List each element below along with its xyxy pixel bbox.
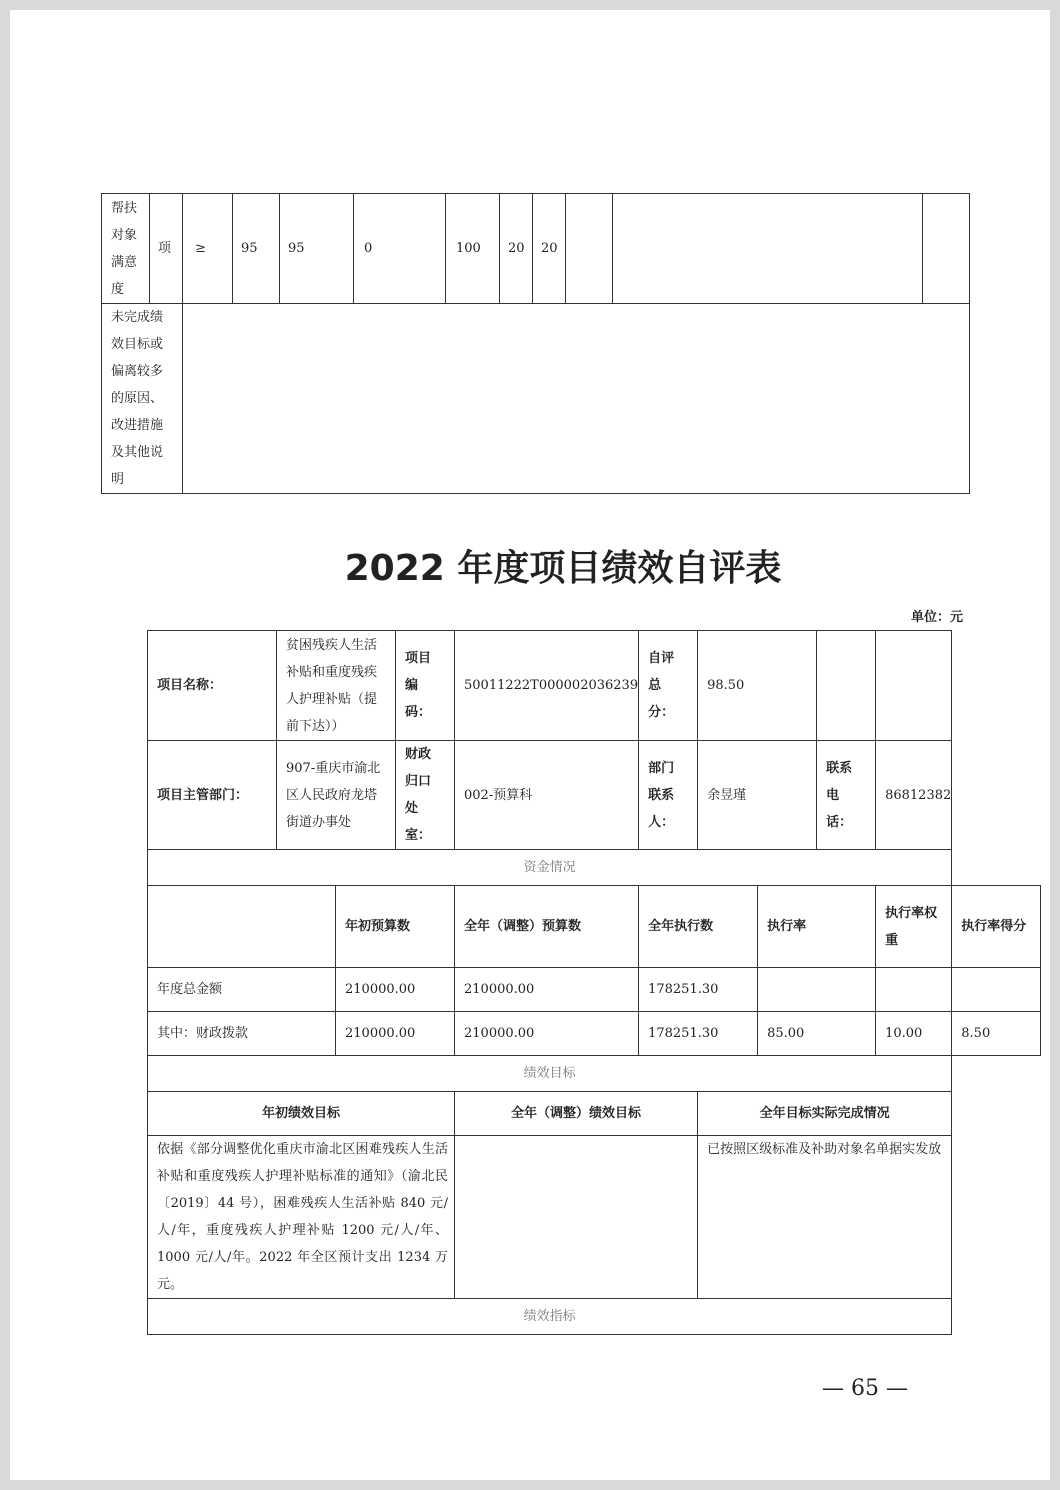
contact-label: 部门联系人： [639, 741, 698, 850]
indicators-section-header: 绩效指标 [148, 1299, 952, 1335]
indicator-value: 20 [500, 194, 533, 304]
indicator-operator: ≥ [183, 194, 233, 304]
funds-cell: 210000.00 [336, 968, 455, 1012]
table-row [148, 886, 1041, 968]
indicator-value: 100 [446, 194, 500, 304]
funds-cell: 10.00 [876, 1012, 952, 1056]
table-row [148, 1092, 1041, 1136]
funds-header: 执行率 [758, 886, 876, 968]
total-score: 98.50 [698, 631, 817, 741]
table-row [148, 850, 1041, 886]
indicator-cell-empty [613, 194, 923, 304]
project-name: 贫困残疾人生活补贴和重度残疾人护理补贴（提前下达）） [277, 631, 396, 741]
funds-header: 年初预算数 [336, 886, 455, 968]
dept-label: 项目主管部门： [148, 741, 277, 850]
table-row [148, 1136, 1041, 1299]
indicator-value: 95 [280, 194, 354, 304]
project-name-label: 项目名称： [148, 631, 277, 741]
funds-row-label: 其中：财政拨款 [148, 1012, 336, 1056]
indicator-cell-empty [566, 194, 613, 304]
indicator-continuation-table [101, 193, 970, 494]
funds-header: 全年执行数 [639, 886, 758, 968]
table-row [148, 1012, 1041, 1056]
funds-header: 全年（调整）预算数 [455, 886, 639, 968]
funds-cell: 8.50 [952, 1012, 1041, 1056]
table-row [148, 1299, 1041, 1335]
empty-cell [876, 631, 952, 741]
indicator-cell-empty [923, 194, 970, 304]
funds-cell: 178251.30 [639, 1012, 758, 1056]
funds-cell: 210000.00 [455, 1012, 639, 1056]
remark-label: 未完成绩效目标或偏离较多的原因、改进措施及其他说明 [102, 304, 183, 494]
goals-header: 全年（调整）绩效目标 [455, 1092, 698, 1136]
empty-cell [817, 631, 876, 741]
funds-header: 执行率得分 [952, 886, 1041, 968]
table-row [148, 1056, 1041, 1092]
initial-goal: 依据《部分调整优化重庆市渝北区困难残疾人生活补贴和重度残疾人护理补贴标准的通知》（渝北民〔2019〕44 号），困难残疾人生活补贴 840 元/人/年，重度残疾人护理补贴 1200 元/人/年、1000 元/人/年。2022 年全区预计支出 1234 万元。 [148, 1136, 455, 1299]
funds-cell: 85.00 [758, 1012, 876, 1056]
indicator-value: 0 [354, 194, 446, 304]
table-row [148, 968, 1041, 1012]
goals-section-header: 绩效目标 [148, 1056, 952, 1092]
table-row [148, 741, 1041, 850]
indicator-value: 20 [533, 194, 566, 304]
funds-cell [876, 968, 952, 1012]
office-value: 002-预算科 [455, 741, 639, 850]
table-row [102, 194, 970, 304]
score-label: 自评总分： [639, 631, 698, 741]
actual-completion: 已按照区级标准及补助对象名单据实发放 [698, 1136, 952, 1299]
dept-value: 907-重庆市渝北区人民政府龙塔街道办事处 [277, 741, 396, 850]
funds-cell: 210000.00 [336, 1012, 455, 1056]
remark-value [183, 304, 970, 494]
table-row [102, 304, 970, 494]
self-evaluation-table [147, 630, 1041, 1335]
contact-value: 余昱瑾 [698, 741, 817, 850]
phone-label: 联系电话： [817, 741, 876, 850]
office-label: 财政归口处室： [396, 741, 455, 850]
empty-cell [148, 886, 336, 968]
funds-cell: 210000.00 [455, 968, 639, 1012]
goals-header: 年初绩效目标 [148, 1092, 455, 1136]
page-title: 2022 年度项目绩效自评表 [344, 548, 782, 589]
goals-header: 全年目标实际完成情况 [698, 1092, 952, 1136]
funds-cell [952, 968, 1041, 1012]
table-row [148, 631, 1041, 741]
phone-value: 86812382 [876, 741, 952, 850]
project-code: 50011222T000002036239 [455, 631, 639, 741]
funds-cell: 178251.30 [639, 968, 758, 1012]
project-code-label: 项目编码： [396, 631, 455, 741]
adjusted-goal [455, 1136, 698, 1299]
funds-section-header: 资金情况 [148, 850, 952, 886]
indicator-value: 95 [233, 194, 280, 304]
unit-label: 单位：元 [911, 610, 964, 625]
page-number: — 65 — [822, 1376, 908, 1401]
funds-row-label: 年度总金额 [148, 968, 336, 1012]
indicator-name: 帮扶对象满意度 [102, 194, 150, 304]
funds-cell [758, 968, 876, 1012]
indicator-unit: 项 [150, 194, 183, 304]
funds-header: 执行率权重 [876, 886, 952, 968]
